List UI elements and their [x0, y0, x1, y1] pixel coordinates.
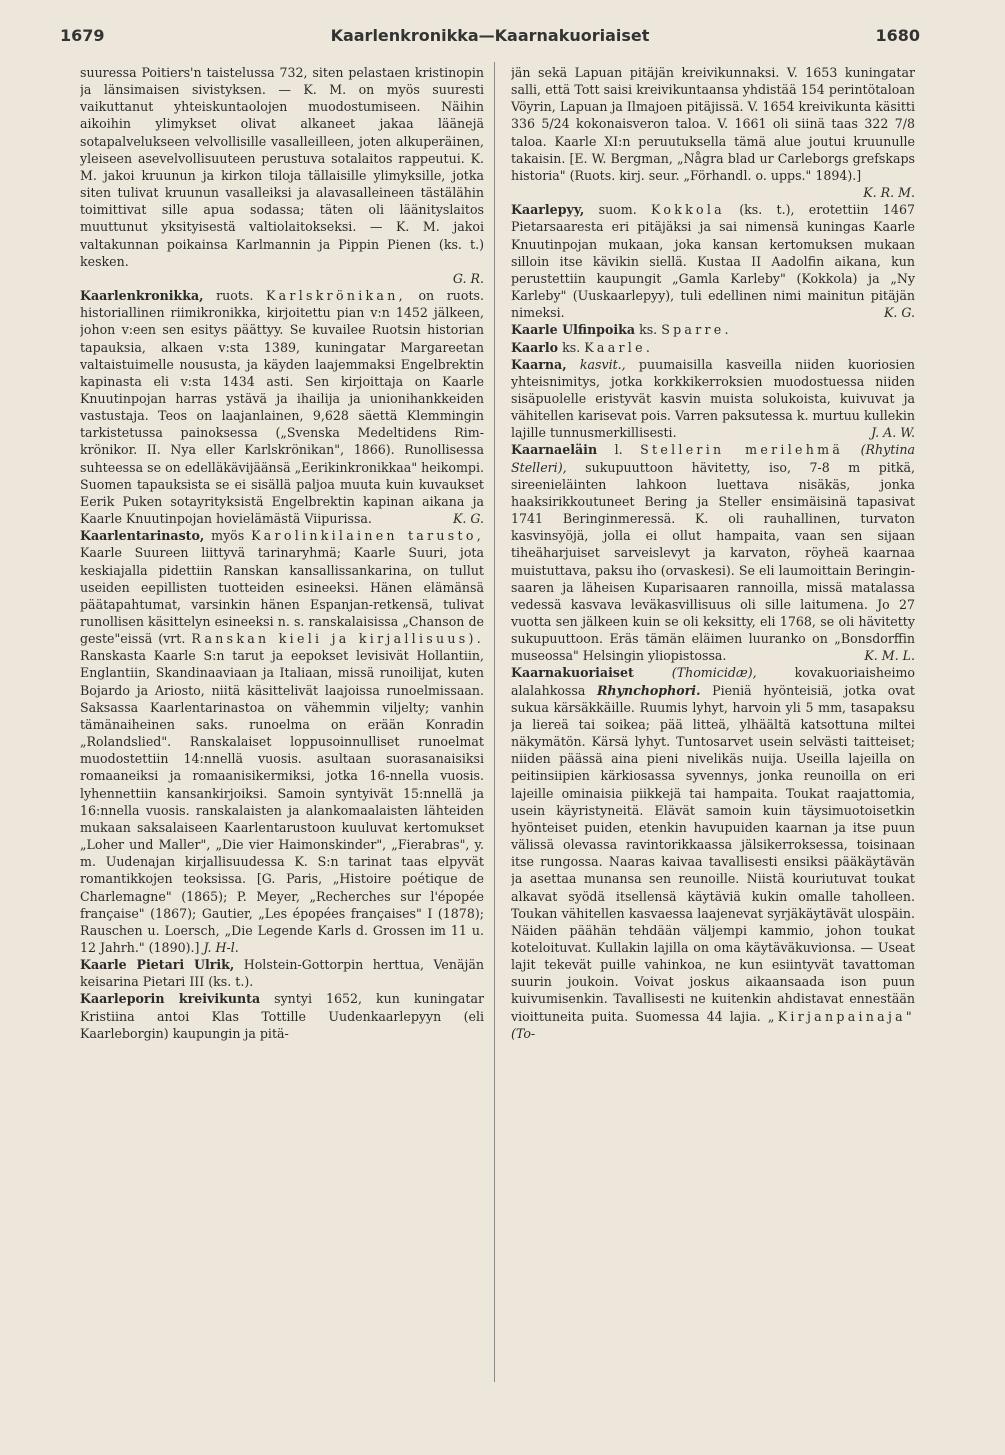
entry-kaarlentarinasto: Kaarlentarinasto, myös Karolinkilainen tarusto, Kaarle Suureen liittyvä tarinaryhmä; Kaarle Suuri, jota keskiajalla pidettiin Ranskan kansallissankarina, on tullut useiden eepillisten tuotteiden esineeksi. Hänen elämänsä päätapahtumat, varsinkin hänen Espanjan-retkensä, tulivat runollisen käsittelyn esineeksi n. s. ranskalaisissa „Chanson de geste"eissä (vrt. Ranskan kieli ja kirjallisuus). Ranskasta Kaarle S:n tarut ja eepokset levisivät Hollantiin, Englantiin, Skandinaaviaan ja Italiaan, missä runoilijat, kuten Bojardo ja Ariosto, niitä käsittelivät laajoissa runoelmissaan. Saksassa Kaarlentarinastoa on vähemmin viljelty; vanhin tämänaiheinen saks. runoelma on erään Konradin „Rolandslied". Ranskalaiset loppusoinnulliset runoelmat muodostettiin 14:nnellä vuosis. asultaan suorasanaisiksi romaaneiksi ja romaanisikermiksi, jotka 16-nnella vuosis. lyhennettiin kansankirjoiksi. Samoin syntyivät 15:nnellä ja 16:nnella vuosis. ranskalaisten ja alankomaalaisten lähteiden mukaan saksalaiseen Kaarlentarustoon kuuluvat kertomukset „Loher und Maller", „Die vier Haimonskinder", „Fierabras", y. m. Uudenajan kirjallisuudessa K. S:n tarinat taas elpyvät romantikkojen teoksissa. [G. Paris, „Histoire poétique de Charlemagne" (1865); P. Meyer, „Recherches sur l'épopée française" (1867); Gautier, „Les épopées françaises" I (1878); Rauschen u. Loersch, „Die Legende Karls d. Grossen im 11 u. 12 Jahrh." (1890).] J. H-l.: [80, 528, 484, 955]
entry-kaarle-pietari-ulrik: Kaarle Pietari Ulrik, Holstein-Gottorpin herttua, Venäjän keisarina Pietari III (ks. t.).: [80, 957, 484, 990]
continued-paragraph: suuressa Poitiers'n taistelussa 732, siten pelastaen kristinopin ja länsimaisen sivistyksen. — K. M. on myös suuresti vaikuttanut yhteiskuntaolojen muodostumiseen. Näihin aikoihin ylimykset olivat alkaneet jakaa läänejä sotapalvelukseen velvollisille vasalleilleen, joten alkuperäinen, yleiseen asevelvollisuuteen perustuva sotalaitos rappeutui. K. M. jakoi kruunun ja kirkon tiloja tällaisille ylimyksille, jotka siten tulivat kruunun vasalleiksi ja alavasalleineen tästälähin toimittivat sille apua sodassa; täten oli läänityslaitos muuttunut yksityisestä valtiolaitokseksi. — K. M. jakoi valtakunnan poikainsa Karlmannin ja Pippin Pienen (ks. t.) kesken.: [80, 65, 484, 269]
column-divider: [494, 62, 495, 1382]
entry-kaarnakuoriaiset: Kaarnakuoriaiset (Thomicidæ), kovakuoriaisheimo alalahkossa Rhynchophori. Pieniä hyönteisiä, jotka ovat sukua kärsäkkäille. Ruumis lyhyt, harvoin yli 5 mm, tasapaksu ja liereä tai soikea; pää litteä, ylhäältä katsottuna miltei näkymätön. Kärsä lyhyt. Tuntosarvet usein selvästi taitteiset; niiden päässä aina pieni nivelikäs nuija. Useilla lajeilla on peitinsiipien kärkiosassa syvennys, jonka reunoilla on eri lajeille ominaisia piikkejä tai hampaita. Toukat raajattomia, usein käyristyneitä. Elävät samoin kuin täysimuotoisetkin hyönteiset puiden, etenkin havupuiden kaarnan ja itse puun välissä olevassa ravintorikkaassa jälsikerroksessa, toisinaan itse rungossa. Naaras kaivaa tavallisesti ensiksi pääkäytävän ja asettaa munansa sen reunoille. Niistä kouriutuvat toukat alkavat syödä itsellensä käytäviä kukin omalle taholleen. Toukan vähitellen kasvaessa laajenevat syrjäkäytävät ulospäin. Näiden päähän tehdään väljempi kammio, johon toukat koteloituvat. Kullakin lajilla on oma käytäväkuvionsa. — Useat lajit tekevät puille vahinkoa, ne kun esiintyvät tavattoman suurin joukoin. Voivat joskus aikaansaada ison puun kuivumisenkin. Tavallisesti ne kuitenkin ahdistavat ennestään vioittuneita puita. Suomessa 44 lajia. „Kirjanpainaja" (To-: [511, 665, 915, 1041]
signature: G. R.: [452, 270, 484, 286]
signature: K. R. M.: [863, 185, 915, 201]
entry-kaarnaelain: Kaarnaeläin l. Stellerin merilehmä (Rhytina Stelleri), sukupuuttoon hävitetty, iso, 7-8 m pitkä, sireenieläinten lahkoon luettava nisäkäs, jonka haaksirikkoutuneet Bering ja Steller ensimäisinä tapasivat 1741 Beringinmeressä. K. oli rauhallinen, turvaton kasvinsyöjä, jolla ei ollut hampaita, vaan sen sijaan tiheäharjuiset sarveislevyt ja karvaton, röyheä kaarnaa muistuttava, paksu iho (orvaskesi). Se eli laumoittain Beringin-saaren ja läheisen Kuparisaaren rannoilla, missä matalassa vedessä kasvava leväkasvillisuus oli sille laitumena. Jo 27 vuotta sen jälkeen kuin se oli keksitty, eli 1768, se oli hävitetty sukupuuttoon. Eräs tämän eläimen luuranko on „Bonsdorffin museossa" Helsingin yliopistossa. K. M. L.: [511, 442, 915, 664]
left-column: [80, 64, 484, 1384]
headword: Kaarlepyy,: [511, 202, 585, 218]
headword: Kaarleporin kreivikunta: [80, 991, 261, 1007]
entry-kaarlenkronikka: Kaarlenkronikka, ruots. Karlskrönikan, on ruots. historiallinen riimikronikka, kirjoitettu pian v:n 1452 jälkeen, johon v:een sen esitys päättyy. Se kuvailee Ruotsin historian tapauksia, alkaen v:sta 1389, kuningatar Margareetan valtaistuimelle noususta, ja käyden laajemmaksi Engelbrektin kapinasta eli v:sta 1434 asti. Sen kirjoittaja on Kaarle Knuutinpojan harras ystävä ja ihailija ja unionihankkeiden vastustaja. Teos on laajanlainen, 9,628 säettä Klemmingin tarkistetussa painoksessa („Svenska Medeltidens Rim-krönikor. II. Nya eller Karlskrönikan", 1866). Runollisessa suhteessa se on edelläkävijäänsä „Eerikinkronikkaa" heikompi. Suomen tapauksista se ei sisällä paljoa muuta kuin kuvaukset Eerik Puken sotayrityksistä Engelbrektin kapinan aikana ja Kaarle Knuutinpojan hovielämästä Viipurissa. K. G.: [80, 288, 484, 527]
headword: Kaarle Pietari Ulrik,: [80, 957, 235, 973]
headword: Kaarnaeläin: [511, 442, 598, 458]
continued-paragraph: jän sekä Lapuan pitäjän kreivikunnaksi. V. 1653 kuningatar salli, että Tott saisi kreivikuntaansa yhdistää 154 perintötaloan Vöyrin, Lapuan ja Ilmajoen pitäjissä. V. 1654 kreivikunta käsitti 336 5/24 kokonaisveron taloa. V. 1661 oli siinä taas 322 7/8 taloa. Kaarle XI:n peruutuksella tämä alue joutui kruunulle takaisin. [E. W. Bergman, „Några blad ur Carleborgs grefskaps historia" (Ruots. kirj. seur. „Förhandl. o. upps." 1894).]: [511, 65, 915, 183]
signature: K. M. L.: [864, 648, 915, 664]
entry-kaarna: Kaarna, kasvit., puumaisilla kasveilla niiden kuoriosien yhteisnimitys, jotka korkkikerroksien muodostuessa niiden sisäpuolelle eristyvät kasvin muista solukoista, kuivuvat ja vähitellen karisevat pois. Varren paksutessa k. murtuu kullekin lajille tunnusmerkillisesti. J. A. W.: [511, 356, 915, 441]
entry-kaarlo: Kaarlo ks. Kaarle.: [511, 339, 654, 355]
headword: Kaarlenkronikka,: [80, 288, 204, 304]
running-title: Kaarlenkronikka—Kaarnakuoriaiset: [330, 26, 650, 45]
signature: J. A. W.: [871, 425, 915, 441]
page-number-left: 1679: [60, 26, 105, 45]
headword: Kaarlo: [511, 339, 559, 355]
right-column: [511, 64, 915, 1384]
entry-kaarlepyy: Kaarlepyy, suom. Kokkola (ks. t.), erotettiin 1467 Pietarsaaresta eri pitäjäksi ja sai nimensä kuningas Kaarle Knuutinpojan mukaan, joka kansan kertomuksen mukaan silloin itse kävikin siellä. Kustaa II Aadolfin aikana, kun perustettiin kaupungit „Gamla Karleby" (Kokkola) ja „Ny Karleby" (Uuskaarlepyy), tuli edellinen nimi mainitun pitäjän nimeksi. K. G.: [511, 202, 915, 321]
headword: Kaarle Ulfinpoika: [511, 322, 636, 338]
entry-kaarleporin-kreivikunta: Kaarleporin kreivikunta syntyi 1652, kun kuningatar Kristiina antoi Klas Tottille Uudenkaarlepyyn (eli Kaarleborgin) kaupungin ja pitä-: [80, 991, 484, 1041]
running-header: [60, 26, 920, 52]
headword: Kaarnakuoriaiset: [511, 665, 634, 681]
headword: Kaarlentarinasto,: [80, 528, 205, 544]
signature: J. H-l.: [203, 939, 239, 955]
signature: K. G.: [883, 305, 915, 321]
page-number-right: 1680: [875, 26, 920, 45]
entry-kaarle-ulfinpoika: Kaarle Ulfinpoika ks. Sparre.: [511, 322, 732, 338]
signature: K. G.: [452, 511, 484, 527]
headword: Kaarna,: [511, 356, 567, 372]
